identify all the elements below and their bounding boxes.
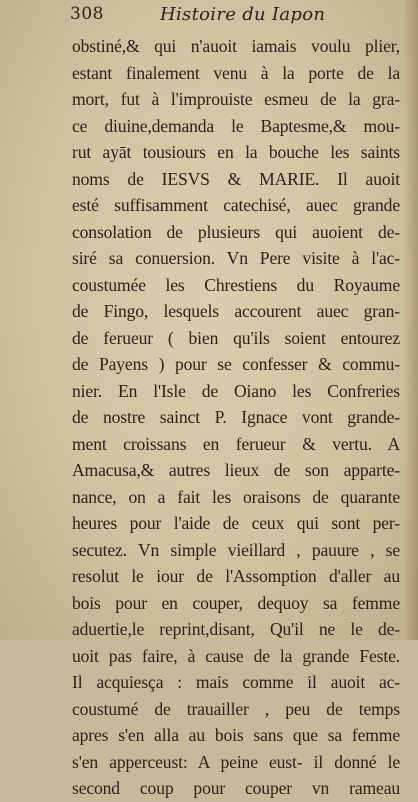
- text-line: consolation de plusieurs qui auoient de-: [72, 221, 400, 242]
- text-line: heures pour l'aide de ceux qui sont per-: [72, 513, 400, 533]
- text-line: second coup pour couper vn rameau: [72, 778, 400, 798]
- text-line: de ferueur ( bien qu'ils soient entourez: [72, 327, 400, 348]
- text-line: nance, on a fait les oraisons de quarante: [72, 486, 400, 507]
- text-line: noms de IESVS & MARIE. Il auoit: [72, 168, 400, 189]
- text-line: nier. En l'Isle de Oiano les Confreries: [72, 380, 400, 401]
- text-line: rut ayāt tousiours en la bouche les saints: [72, 142, 400, 162]
- text-line: resolut le iour de l'Assomption d'aller au: [72, 566, 400, 586]
- text-line: Amacusa,& autres lieux de son apparte-: [72, 460, 400, 480]
- text-line: de nostre sainct P. Ignace vont grande-: [72, 407, 400, 427]
- text-line: s'en apperceust: A peine eust- il donné le: [72, 751, 400, 772]
- text-line: siré sa conuersion. Vn Pere visite à l'ac-: [72, 248, 400, 268]
- text-line: uoit pas faire, à cause de la grande Feste.: [72, 645, 400, 666]
- page-number: 308: [70, 4, 104, 24]
- text-line: secutez. Vn simple vieillard , pauure , se: [72, 539, 400, 560]
- text-line: mort, fut à l'improuiste esmeu de la gra-: [72, 89, 400, 109]
- text-line: apres s'en alla au bois sans que sa femme: [72, 725, 400, 745]
- text-line: de Payens ) pour se confesser & commu-: [72, 354, 400, 374]
- text-line: ce diuine,demanda le Baptesme,& mou-: [72, 115, 400, 136]
- text-line: estant finalement venu à la porte de la: [72, 62, 400, 83]
- text-line: aduertie,le reprint,disant, Qu'il ne le de-: [72, 619, 400, 639]
- text-line: esté suffisamment catechisé, auec grande: [72, 195, 400, 215]
- text-line: coustumé de trauailler , peu de temps: [72, 698, 400, 719]
- text-line: Il acquiesça : mais comme il auoit ac-: [72, 672, 400, 692]
- text-line: bois pour en couper, dequoy sa femme: [72, 592, 400, 613]
- running-title: Histoire du Iapon: [160, 4, 326, 25]
- body-text: [72, 33, 400, 802]
- page-edge-shadow: [404, 0, 418, 640]
- text-line: obstiné,& qui n'auoit iamais voulu plier,: [72, 36, 400, 56]
- text-line: de Fingo, lesquels accourent auec gran-: [72, 301, 400, 321]
- text-line: ment croissans en ferueur & vertu. A: [72, 433, 400, 454]
- page-header: [70, 4, 400, 30]
- text-line: coustumée les Chrestiens du Royaume: [72, 274, 400, 295]
